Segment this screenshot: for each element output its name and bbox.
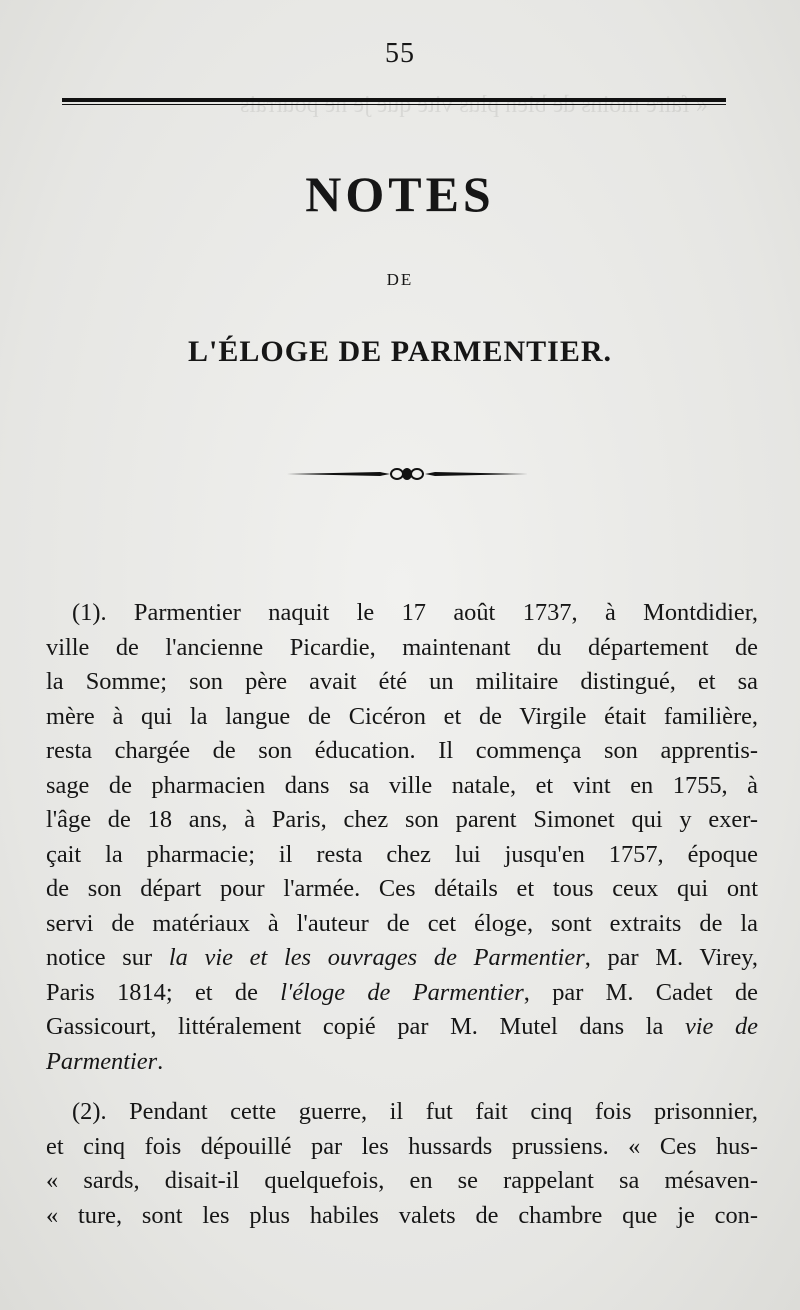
book-title: Parmentier xyxy=(46,1047,158,1075)
note-line: (1). Parmentier naquit le 17 août 1737, à Montdidier, xyxy=(46,596,758,631)
note-line: sage de pharmacien dans sa ville natale, et vint en 1755, à xyxy=(46,771,758,799)
note-line: servi de matériaux à l'auteur de cet éloge, sont extraits de la xyxy=(46,909,758,937)
title-connector: DE xyxy=(386,270,414,289)
note-marker: (1). xyxy=(72,599,107,626)
note-line: Paris 1814; et de l'éloge de Parmentier, par M. Cadet de xyxy=(46,978,758,1006)
note-line: l'âge de 18 ans, à Paris, chez son parent Simonet qui y exer- xyxy=(46,806,758,833)
header-rule xyxy=(62,98,726,105)
note-line: et cinq fois dépouillé par les hussards prussiens. « Ces hus- xyxy=(46,1132,758,1160)
note-line: (2). Pendant cette guerre, il fut fait cinq fois prisonnier, xyxy=(46,1095,758,1130)
book-title: l'éloge de Parmentier xyxy=(280,978,524,1006)
note-line: resta chargée de son éducation. Il commença son apprentis- xyxy=(46,737,758,764)
note-line: « ture, sont les plus habiles valets de chambre que je con- xyxy=(46,1201,758,1229)
book-title: vie de xyxy=(684,1013,759,1040)
bleed-through-text: « faire moins de bien plus vite que je ne pourrais xyxy=(240,92,708,118)
notes-body xyxy=(46,596,758,1233)
note-line: « sards, disait-il quelquefois, en se rappelant sa mésaven- xyxy=(46,1167,758,1194)
page-subtitle: L'ÉLOGE DE PARMENTIER. xyxy=(188,335,612,368)
note-line: Parmentier. xyxy=(46,1047,164,1075)
ornament-divider-icon xyxy=(285,464,530,484)
note-2 xyxy=(46,1095,758,1233)
note-line: notice sur la vie et les ouvrages de Parmentier, par M. Virey, xyxy=(46,944,758,971)
note-line: la Somme; son père avait été un militaire distingué, et sa xyxy=(46,668,758,695)
note-line: de son départ pour l'armée. Ces détails et tous ceux qui ont xyxy=(46,875,758,902)
note-line: mère à qui la langue de Cicéron et de Virgile était familière, xyxy=(46,702,758,730)
note-line: Gassicourt, littéralement copié par M. Mutel dans la vie de xyxy=(46,1013,759,1040)
book-title: la vie et les ouvrages de Parmentier xyxy=(168,944,585,971)
note-marker: (2). xyxy=(72,1098,107,1125)
page-title: NOTES xyxy=(305,166,495,222)
note-line: çait la pharmacie; il resta chez lui jusqu'en 1757, époque xyxy=(46,840,758,868)
page-number: 55 xyxy=(385,38,415,69)
note-1 xyxy=(46,596,758,1079)
note-line: ville de l'ancienne Picardie, maintenant du département de xyxy=(46,633,758,661)
